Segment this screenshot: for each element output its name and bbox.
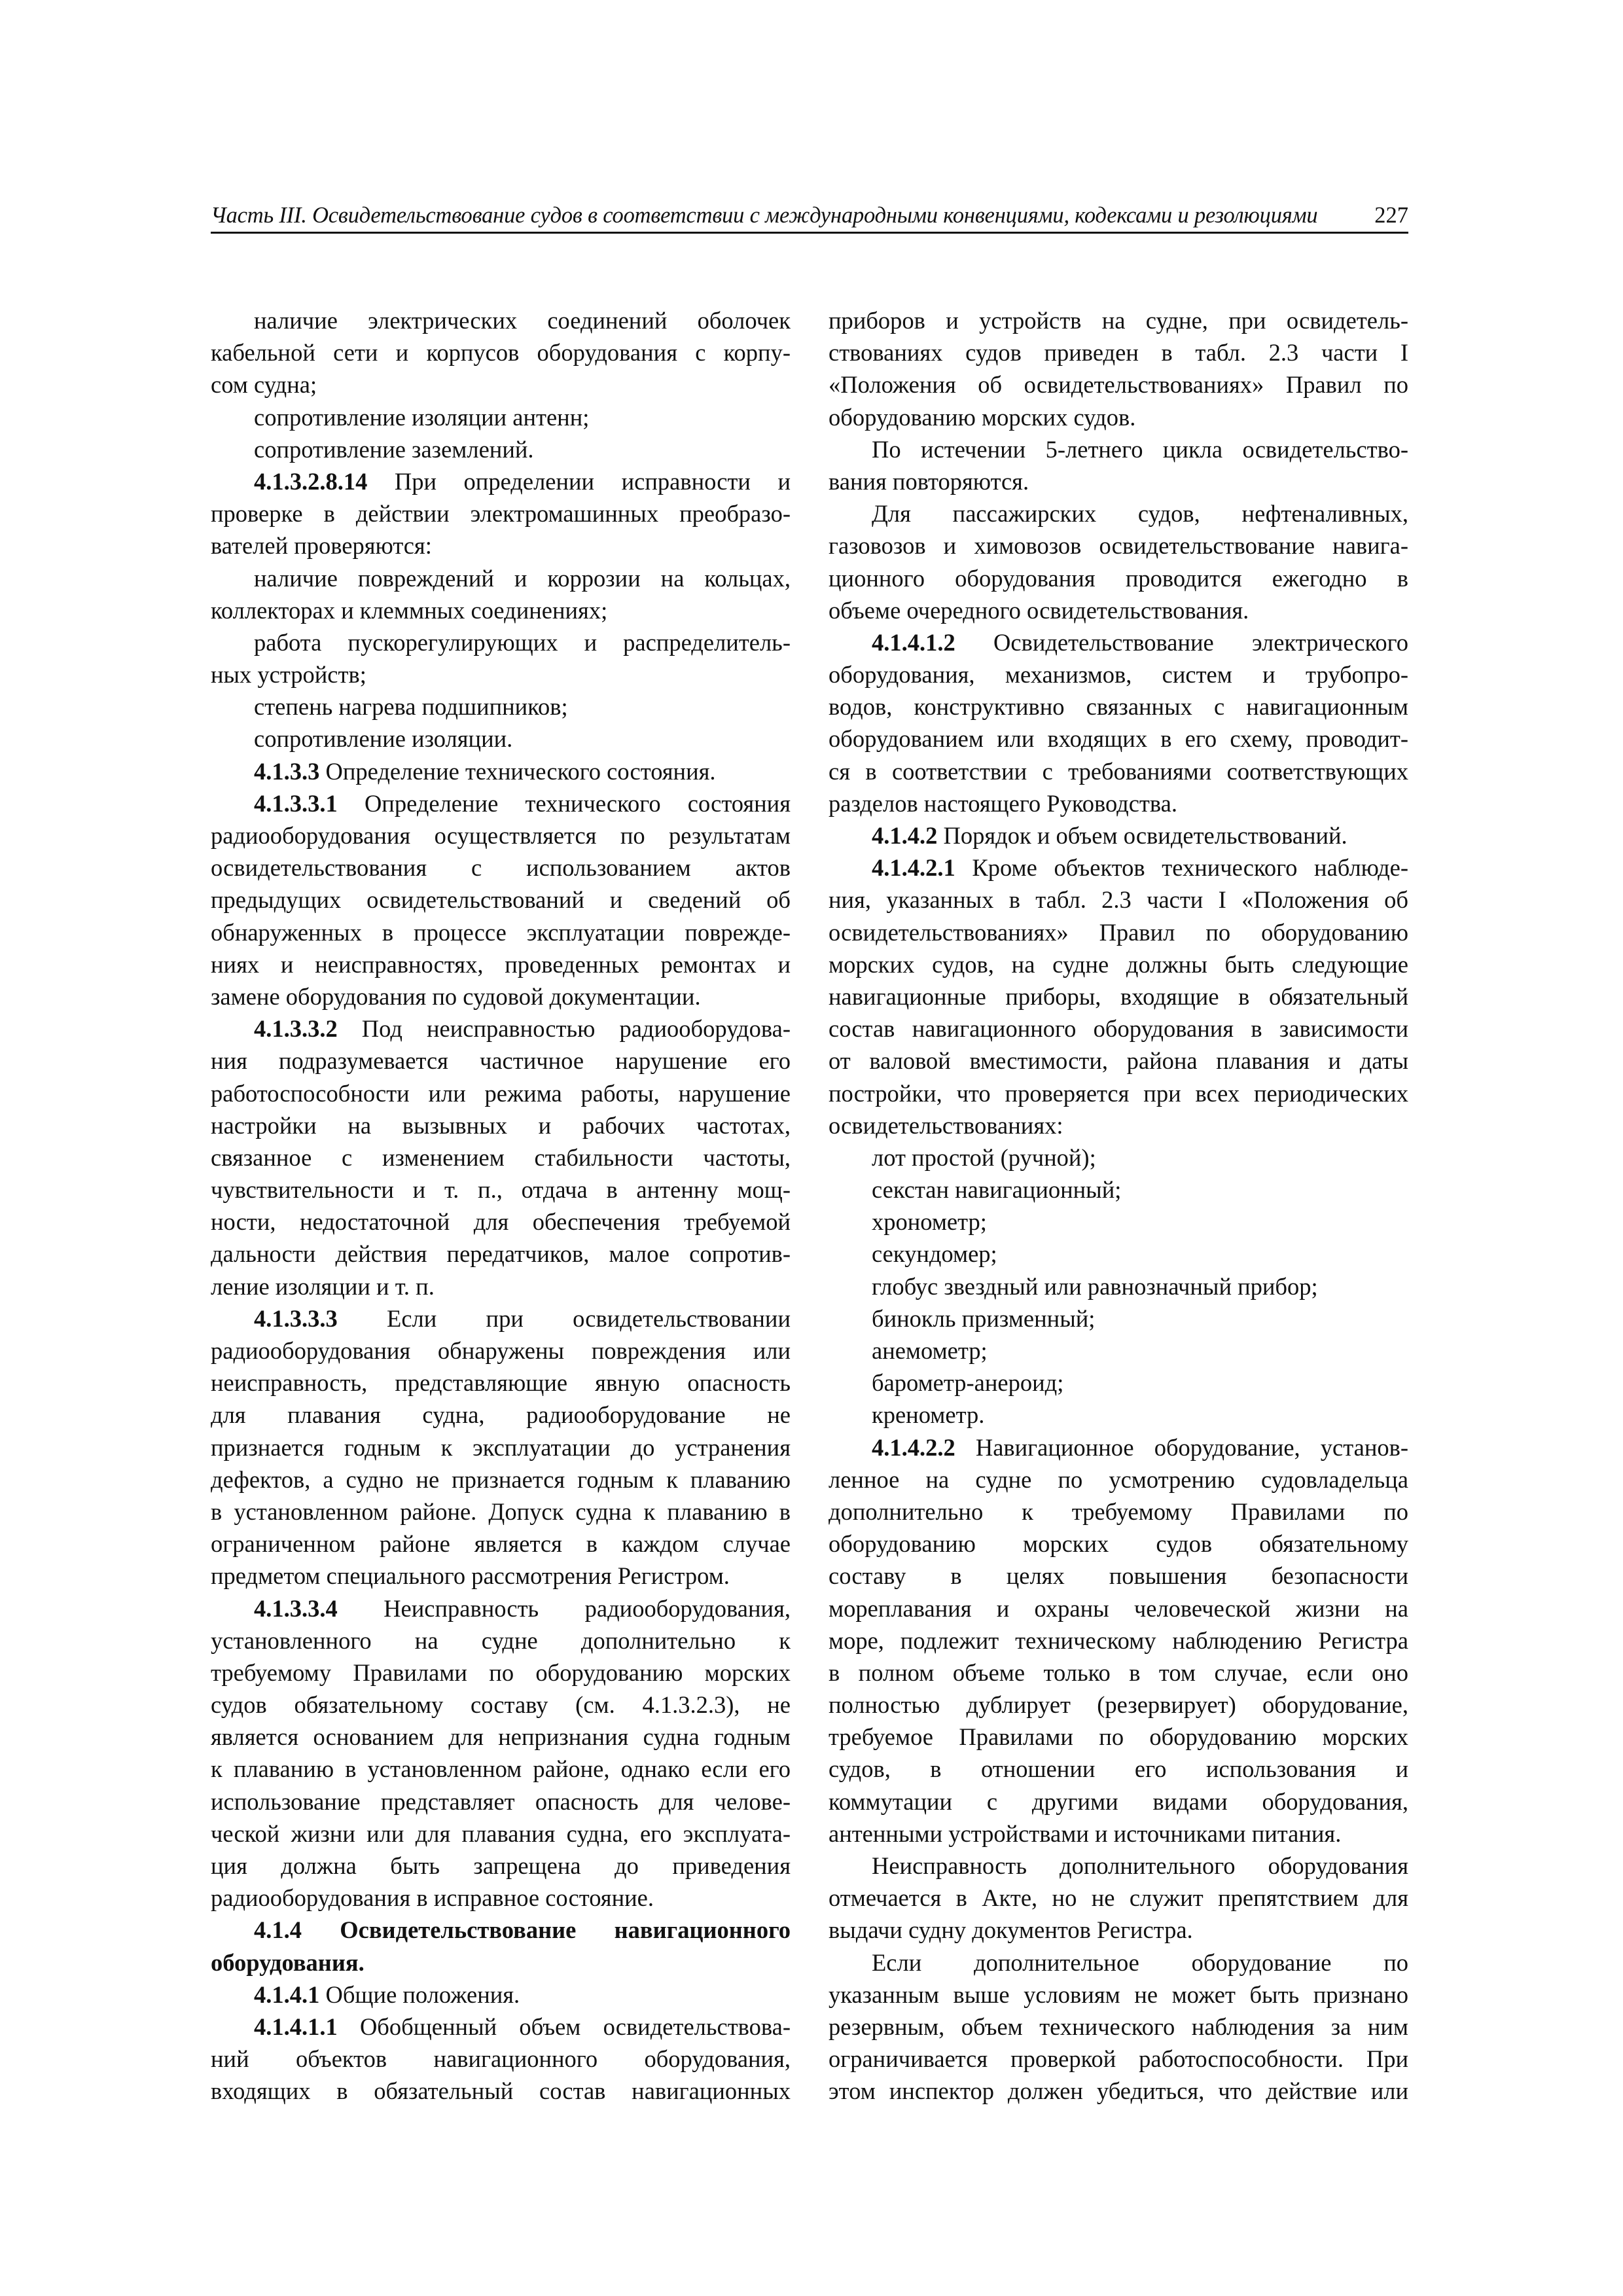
- text-line: [211, 1592, 791, 1624]
- text-line: [829, 948, 1408, 980]
- text-line: [211, 465, 791, 497]
- text-line: [211, 1657, 791, 1689]
- text-line: [829, 1141, 1408, 1174]
- section-number: 4.1.4.1.1: [254, 2013, 338, 2040]
- line-text: ния, указанных в табл. 2.3 части I «Положения об: [829, 886, 1408, 914]
- line-text: полностью дублирует (резервирует) оборудование,: [829, 1691, 1408, 1719]
- text-line: [211, 1882, 791, 1914]
- text-line: [829, 1302, 1408, 1335]
- line-text: секстан навигационный;: [872, 1176, 1122, 1204]
- line-text: ния подразумевается частичное нарушение его: [211, 1047, 791, 1075]
- text-line: [829, 723, 1408, 755]
- line-text: чувствительности и т. п., отдача в антенну мощ-: [211, 1176, 791, 1204]
- line-text: Общие положения.: [319, 1981, 520, 2008]
- section-number: 4.1.3.3.2: [254, 1015, 338, 1043]
- text-line: [211, 401, 791, 433]
- line-text: предметом специального рассмотрения Регистром.: [211, 1562, 730, 1590]
- line-text: радиооборудования обнаружены повреждения или: [211, 1337, 791, 1364]
- line-text: Навигационное оборудование, установ-: [955, 1433, 1408, 1461]
- text-line: [211, 884, 791, 916]
- line-text: навигационные приборы, входящие в обязательный: [829, 982, 1408, 1010]
- text-line: [211, 1528, 791, 1560]
- line-text: разделов настоящего Руководства.: [829, 789, 1177, 817]
- text-line: [829, 691, 1408, 723]
- line-text: коммутации с другими видами оборудования,: [829, 1787, 1408, 1815]
- line-text: ниях и неисправностях, проведенных ремонтах и: [211, 950, 791, 978]
- line-text: Порядок и объем освидетельствований.: [937, 822, 1347, 849]
- line-text: резервным, объем технического наблюдения за ним: [829, 2013, 1408, 2040]
- text-line: [211, 1174, 791, 1206]
- line-text: хронометр;: [872, 1208, 987, 1236]
- text-line: [829, 497, 1408, 529]
- text-line: [211, 2011, 791, 2043]
- line-text: ний объектов навигационного оборудования,: [211, 2045, 791, 2073]
- text-line: [829, 1077, 1408, 1109]
- text-line: [829, 465, 1408, 497]
- line-text: Под неисправностью радиооборудова-: [337, 1015, 791, 1043]
- text-line: [829, 1624, 1408, 1657]
- text-line: [211, 787, 791, 819]
- line-text: входящих в обязательный состав навигационных: [211, 2077, 791, 2105]
- line-text: анемометр;: [872, 1337, 988, 1364]
- line-text: является основанием для непризнания судна годным: [211, 1723, 791, 1751]
- line-text: в установленном районе. Допуск судна к плаванию в: [211, 1498, 791, 1525]
- line-text: Если дополнительное оборудование по: [872, 1948, 1408, 1976]
- line-text: морских судов, на судне должны быть следующие: [829, 950, 1408, 978]
- line-text: работа пускорегулирующих и распределитель-: [254, 628, 791, 656]
- page-number: 227: [1374, 203, 1408, 228]
- line-text: проверке в действии электромашинных преобразо-: [211, 500, 791, 528]
- text-line: [211, 1335, 791, 1367]
- text-line: [211, 723, 791, 755]
- line-text: освидетельствования с использованием актов: [211, 854, 791, 882]
- line-text: оборудованию морских судов.: [829, 403, 1136, 431]
- text-line: [211, 368, 791, 401]
- line-text: ся в соответствии с требованиями соответствующих: [829, 757, 1408, 785]
- line-text: дальности действия передатчиков, малое сопротив-: [211, 1240, 791, 1268]
- text-line: [829, 1592, 1408, 1624]
- line-text: Освидетельствование электрического: [955, 628, 1408, 656]
- line-text: антенными устройствами и источниками питания.: [829, 1820, 1342, 1847]
- text-line: [211, 1045, 791, 1077]
- text-line: [829, 916, 1408, 948]
- text-line: [211, 1818, 791, 1850]
- line-text: освидетельствованиях» Правил по оборудованию: [829, 918, 1408, 946]
- text-line: [829, 626, 1408, 658]
- text-line: [211, 529, 791, 562]
- line-text: газовозов и химовозов освидетельствование навига-: [829, 532, 1408, 560]
- line-text: При определении исправности и: [367, 467, 791, 495]
- line-text: Неисправность радиооборудования,: [337, 1594, 791, 1622]
- line-text: сопротивление заземлений.: [254, 435, 534, 463]
- line-text: Для пассажирских судов, нефтеналивных,: [872, 500, 1408, 528]
- line-text: ограниченном районе является в каждом случае: [211, 1530, 791, 1558]
- text-line: [829, 658, 1408, 691]
- text-line: [829, 1335, 1408, 1367]
- section-number: 4.1.4 Освидетельствование навигационного: [254, 1916, 791, 1944]
- line-text: ленное на судне по усмотрению судовладельца: [829, 1465, 1408, 1493]
- text-line: [829, 1689, 1408, 1721]
- line-text: дефектов, а судно не признается годным к плаванию: [211, 1465, 791, 1493]
- text-line: [829, 787, 1408, 819]
- text-line: [829, 1206, 1408, 1238]
- line-text: от валовой вместимости, района плавания и даты: [829, 1047, 1408, 1075]
- line-text: ных устройств;: [211, 661, 366, 689]
- text-line: [829, 1013, 1408, 1045]
- text-line: [829, 433, 1408, 465]
- text-line: [829, 1914, 1408, 1946]
- text-line: [211, 980, 791, 1013]
- line-text: наличие электрических соединений оболочек: [254, 307, 791, 334]
- line-text: ствованиях судов приведен в табл. 2.3 части I: [829, 339, 1408, 367]
- text-line: [829, 1721, 1408, 1753]
- text-line: [829, 401, 1408, 433]
- line-text: оборудованием или входящих в его схему, проводит-: [829, 725, 1408, 753]
- text-line: [211, 1141, 791, 1174]
- line-text: водов, конструктивно связанных с навигационным: [829, 693, 1408, 721]
- text-line: [211, 691, 791, 723]
- line-text: Определение технического состояния: [337, 789, 791, 817]
- text-line: [829, 1431, 1408, 1463]
- line-text: указанным выше условиям не может быть признано: [829, 1981, 1408, 2008]
- section-number: 4.1.3.2.8.14: [254, 467, 368, 495]
- text-line: [211, 2043, 791, 2075]
- text-line: [829, 2075, 1408, 2107]
- line-text: выдачи судну документов Регистра.: [829, 1916, 1193, 1944]
- section-number: 4.1.4.2: [872, 822, 938, 849]
- line-text: барометр-анероид;: [872, 1369, 1064, 1397]
- text-line: [829, 562, 1408, 594]
- section-number: оборудования.: [211, 1948, 365, 1976]
- line-text: объеме очередного освидетельствования.: [829, 596, 1249, 624]
- line-text: кабельной сети и корпусов оборудования с корпу-: [211, 339, 791, 367]
- text-line: [211, 304, 791, 336]
- text-line: [829, 1238, 1408, 1270]
- line-text: Определение технического состояния.: [319, 757, 716, 785]
- text-line: [211, 819, 791, 852]
- text-line: [829, 336, 1408, 368]
- line-text: кренометр.: [872, 1401, 985, 1429]
- text-line: [211, 1689, 791, 1721]
- line-text: степень нагрева подшипников;: [254, 693, 568, 721]
- text-line: [829, 2043, 1408, 2075]
- text-line: [211, 594, 791, 626]
- line-text: вателей проверяются:: [211, 532, 432, 560]
- line-text: использование представляет опасность для челове-: [211, 1787, 791, 1815]
- text-line: [211, 1270, 791, 1302]
- line-text: Кроме объектов технического наблюде-: [955, 854, 1408, 882]
- text-line: [211, 1109, 791, 1141]
- line-text: радиооборудования в исправное состояние.: [211, 1884, 654, 1912]
- text-line: [829, 1818, 1408, 1850]
- text-line: [211, 626, 791, 658]
- text-line: [211, 1238, 791, 1270]
- section-number: 4.1.3.3: [254, 757, 320, 785]
- text-line: [829, 2011, 1408, 2043]
- text-line: [211, 1496, 791, 1528]
- text-line: [829, 1109, 1408, 1141]
- text-line: [829, 1560, 1408, 1592]
- text-line: [211, 1946, 791, 1979]
- text-line: [211, 433, 791, 465]
- text-line: [829, 1850, 1408, 1882]
- text-line: [211, 1206, 791, 1238]
- text-line: [211, 1979, 791, 2011]
- text-line: [829, 980, 1408, 1013]
- line-text: коллекторах и клеммных соединениях;: [211, 596, 608, 624]
- line-text: Неисправность дополнительного оборудования: [872, 1852, 1408, 1879]
- line-text: По истечении 5-летнего цикла освидетельство-: [872, 435, 1408, 463]
- line-text: сопротивление изоляции.: [254, 725, 513, 753]
- text-line: [829, 1045, 1408, 1077]
- line-text: замене оборудования по судовой документации.: [211, 982, 701, 1010]
- line-text: лот простой (ручной);: [872, 1143, 1096, 1171]
- text-line: [211, 1367, 791, 1399]
- line-text: освидетельствованиях:: [829, 1111, 1063, 1139]
- text-line: [829, 1785, 1408, 1818]
- line-text: этом инспектор должен убедиться, что действие или: [829, 2077, 1408, 2105]
- text-line: [829, 304, 1408, 336]
- text-line: [829, 1270, 1408, 1302]
- line-text: глобус звездный или равнозначный прибор;: [872, 1272, 1318, 1300]
- text-line: [829, 1367, 1408, 1399]
- text-line: [211, 1302, 791, 1335]
- line-text: Обобщенный объем освидетельствова-: [337, 2013, 791, 2040]
- text-line: [829, 1657, 1408, 1689]
- line-text: сопротивление изоляции антенн;: [254, 403, 590, 431]
- line-text: бинокль призменный;: [872, 1304, 1096, 1332]
- text-line: [211, 562, 791, 594]
- section-number: 4.1.3.3.4: [254, 1594, 338, 1622]
- line-text: в полном объеме только в том случае, если оно: [829, 1659, 1408, 1686]
- line-text: предыдущих освидетельствований и сведений об: [211, 886, 791, 914]
- running-title: Часть III. Освидетельствование судов в соответствии с международными конвенциями, кодексами и резолюциями: [211, 203, 1318, 228]
- text-line: [211, 948, 791, 980]
- line-text: неисправность, представляющие явную опасность: [211, 1369, 791, 1397]
- line-text: ности, недостаточной для обеспечения требуемой: [211, 1208, 791, 1236]
- section-number: 4.1.3.3.3: [254, 1304, 338, 1332]
- text-line: [829, 594, 1408, 626]
- section-number: 4.1.4.1.2: [872, 628, 955, 656]
- line-text: требуемое Правилами по оборудованию морских: [829, 1723, 1408, 1751]
- text-line: [829, 1979, 1408, 2011]
- text-line: [211, 1463, 791, 1496]
- section-number: 4.1.4.1: [254, 1981, 320, 2008]
- line-text: «Положения об освидетельствованиях» Правил по: [829, 371, 1408, 399]
- line-text: установленного на судне дополнительно к: [211, 1626, 791, 1654]
- text-line: [211, 1013, 791, 1045]
- text-line: [211, 1077, 791, 1109]
- line-text: сом судна;: [211, 371, 317, 399]
- text-line: [211, 916, 791, 948]
- line-text: связанное с изменением стабильности частоты,: [211, 1143, 791, 1171]
- text-line: [829, 819, 1408, 852]
- text-line: [211, 1785, 791, 1818]
- text-line: [211, 1624, 791, 1657]
- line-text: отмечается в Акте, но не служит препятствием для: [829, 1884, 1408, 1912]
- text-line: [829, 884, 1408, 916]
- text-line: [211, 755, 791, 787]
- line-text: оборудованию морских судов обязательному: [829, 1530, 1408, 1558]
- line-text: для плавания судна, радиооборудование не: [211, 1401, 791, 1429]
- running-header: [211, 200, 1408, 231]
- text-line: [829, 529, 1408, 562]
- line-text: Если при освидетельствовании: [337, 1304, 791, 1332]
- line-text: судов, в отношении его использования и: [829, 1755, 1408, 1783]
- text-line: [211, 2075, 791, 2107]
- line-text: ческой жизни или для плавания судна, его эксплуата-: [211, 1820, 791, 1847]
- line-text: приборов и устройств на судне, при освидетель-: [829, 307, 1408, 334]
- text-line: [211, 497, 791, 529]
- text-line: [829, 1528, 1408, 1560]
- line-text: радиооборудования осуществляется по результатам: [211, 822, 791, 849]
- text-line: [211, 658, 791, 691]
- line-text: составу в целях повышения безопасности: [829, 1562, 1408, 1590]
- line-text: ограничивается проверкой работоспособности. При: [829, 2045, 1408, 2073]
- text-line: [829, 1399, 1408, 1431]
- text-line: [829, 1174, 1408, 1206]
- text-line: [211, 1560, 791, 1592]
- line-text: настройки на вызывных и рабочих частотах,: [211, 1111, 791, 1139]
- text-line: [211, 1399, 791, 1431]
- line-text: вания повторяются.: [829, 467, 1029, 495]
- line-text: ционного оборудования проводится ежегодно в: [829, 564, 1408, 592]
- text-line: [829, 368, 1408, 401]
- right-text-column: [829, 304, 1408, 2108]
- text-line: [211, 1753, 791, 1785]
- line-text: судов обязательному составу (см. 4.1.3.2.3), не: [211, 1691, 791, 1719]
- line-text: море, подлежит техническому наблюдению Регистра: [829, 1626, 1408, 1654]
- line-text: ление изоляции и т. п.: [211, 1272, 435, 1300]
- text-line: [829, 1753, 1408, 1785]
- text-line: [211, 852, 791, 884]
- text-line: [211, 1721, 791, 1753]
- line-text: мореплавания и охраны человеческой жизни на: [829, 1594, 1408, 1622]
- section-number: 4.1.4.2.2: [872, 1433, 955, 1461]
- text-line: [829, 852, 1408, 884]
- line-text: оборудования, механизмов, систем и трубопро-: [829, 661, 1408, 689]
- text-line: [211, 1850, 791, 1882]
- text-line: [829, 1946, 1408, 1979]
- line-text: к плаванию в установленном районе, однако если его: [211, 1755, 791, 1783]
- text-line: [211, 1431, 791, 1463]
- line-text: обнаруженных в процессе эксплуатации поврежде-: [211, 918, 791, 946]
- line-text: состав навигационного оборудования в зависимости: [829, 1015, 1408, 1043]
- line-text: постройки, что проверяется при всех периодических: [829, 1079, 1408, 1107]
- header-rule: [211, 232, 1408, 234]
- section-number: 4.1.3.3.1: [254, 789, 338, 817]
- line-text: ция должна быть запрещена до приведения: [211, 1852, 791, 1879]
- text-line: [829, 1496, 1408, 1528]
- line-text: дополнительно к требуемому Правилами по: [829, 1498, 1408, 1525]
- left-text-column: [211, 304, 791, 2108]
- text-line: [829, 1463, 1408, 1496]
- section-number: 4.1.4.2.1: [872, 854, 955, 882]
- text-line: [829, 755, 1408, 787]
- line-text: работоспособности или режима работы, нарушение: [211, 1079, 791, 1107]
- text-line: [829, 1882, 1408, 1914]
- line-text: секундомер;: [872, 1240, 997, 1268]
- line-text: требуемому Правилами по оборудованию морских: [211, 1659, 791, 1686]
- text-line: [211, 336, 791, 368]
- line-text: наличие повреждений и коррозии на кольцах,: [254, 564, 791, 592]
- text-line: [211, 1914, 791, 1946]
- line-text: признается годным к эксплуатации до устранения: [211, 1433, 791, 1461]
